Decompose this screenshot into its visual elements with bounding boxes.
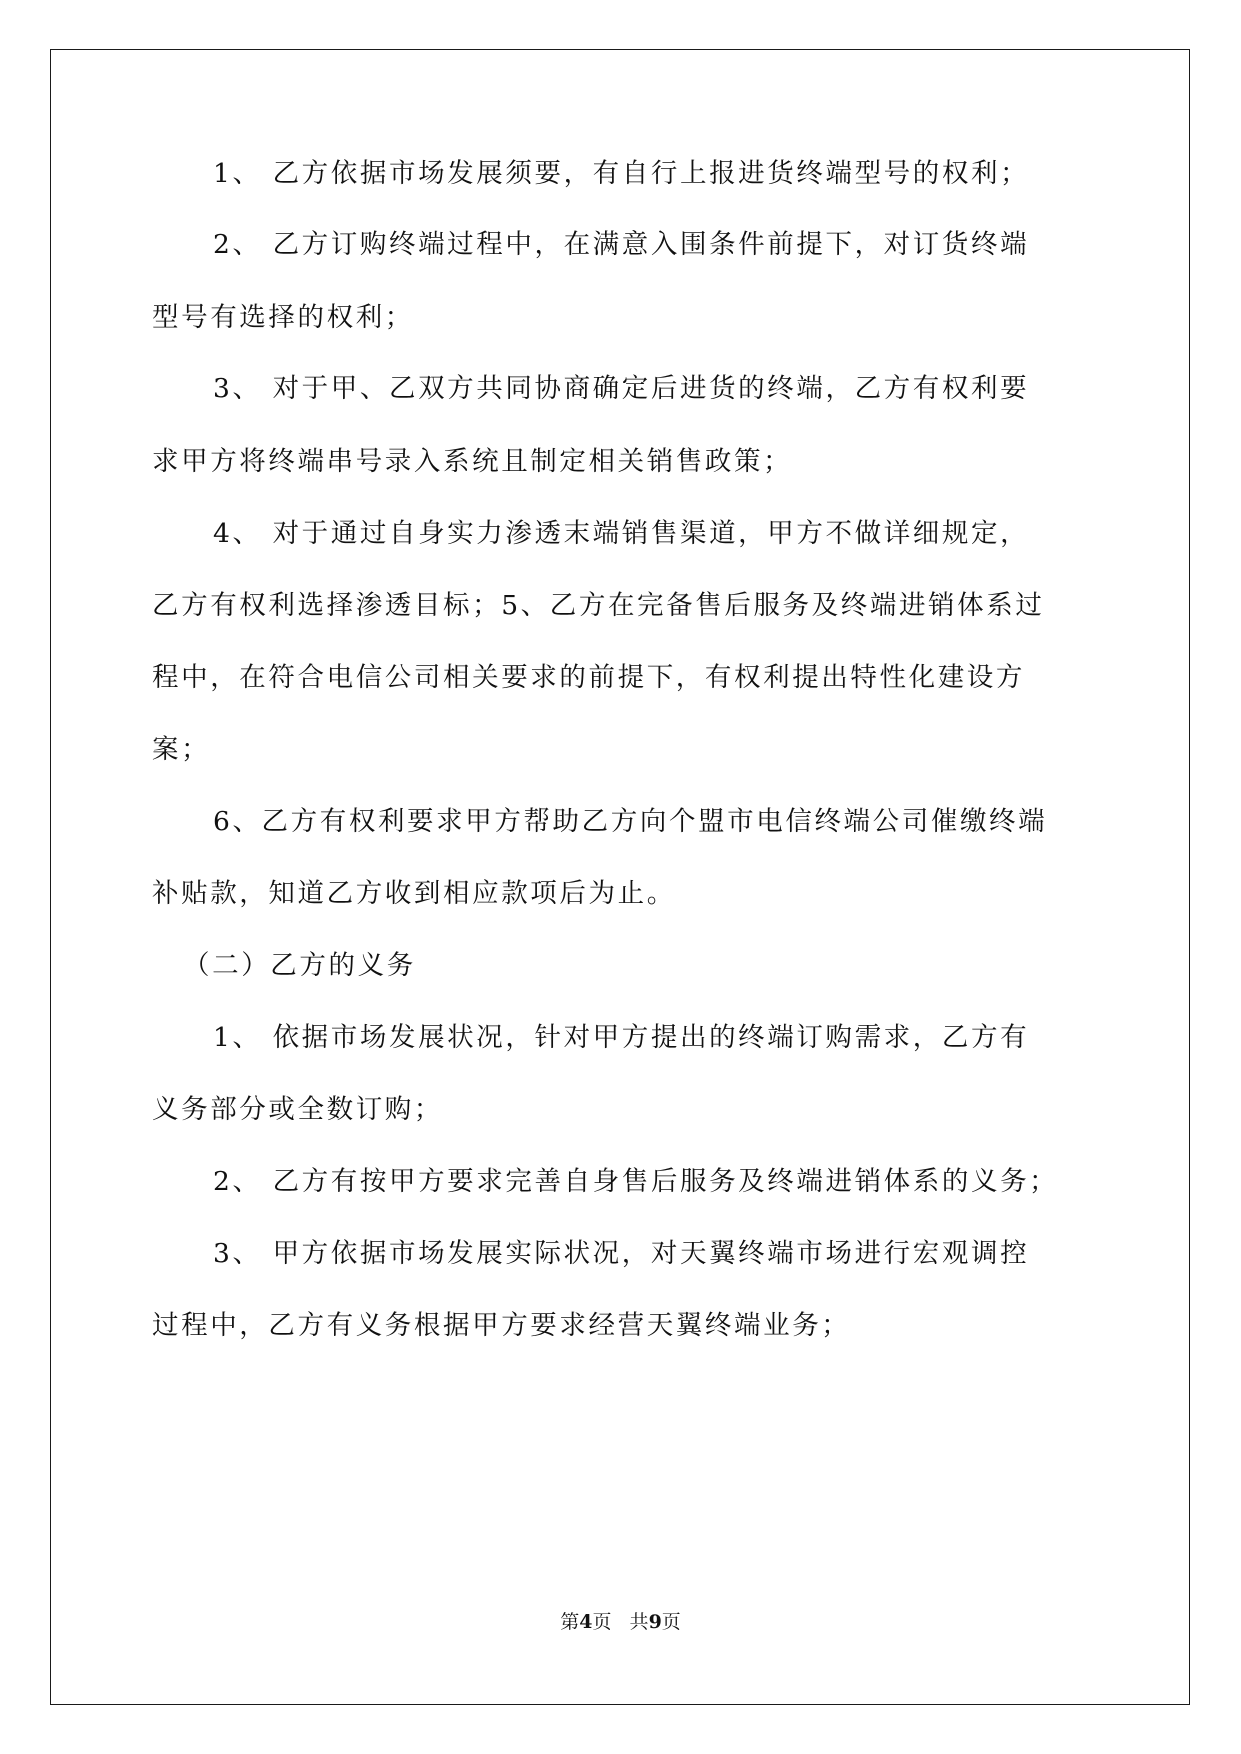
text-line: 1、 乙方依据市场发展须要，有自行上报进货终端型号的权利；: [213, 158, 1030, 189]
footer-prefix: 第: [560, 1611, 580, 1633]
text-line: 补贴款，知道乙方收到相应款项后为止。: [152, 878, 676, 909]
text-line: 型号有选择的权利；: [152, 302, 414, 333]
text-line: 过程中，乙方有义务根据甲方要求经营天翼终端业务；: [152, 1310, 851, 1341]
text-line: 案；: [152, 734, 211, 765]
page-footer: [0, 1609, 1241, 1635]
text-line: 2、 乙方订购终端过程中，在满意入围条件前提下，对订货终端: [213, 229, 1030, 260]
footer-page-label: 页 共: [592, 1611, 649, 1633]
text-line: 4、 对于通过自身实力渗透末端销售渠道，甲方不做详细规定，: [213, 518, 1030, 549]
text-line: 2、 乙方有按甲方要求完善自身售后服务及终端进销体系的义务；: [213, 1166, 1059, 1197]
text-line: 1、 依据市场发展状况，针对甲方提出的终端订购需求，乙方有: [213, 1022, 1030, 1053]
text-line: 3、 甲方依据市场发展实际状况，对天翼终端市场进行宏观调控: [213, 1238, 1030, 1269]
footer-suffix: 页: [661, 1611, 681, 1633]
text-line: 求甲方将终端串号录入系统且制定相关销售政策；: [152, 446, 793, 477]
text-line: 6、乙方有权利要求甲方帮助乙方向个盟市电信终端公司催缴终端: [213, 806, 1048, 837]
text-line: 3、 对于甲、乙双方共同协商确定后进货的终端，乙方有权利要: [213, 373, 1030, 404]
text-line: 程中，在符合电信公司相关要求的前提下，有权利提出特性化建设方: [152, 662, 1025, 693]
text-line: 义务部分或全数订购；: [152, 1094, 443, 1125]
text-line: 乙方有权利选择渗透目标；5、乙方在完备售后服务及终端进销体系过: [152, 590, 1045, 621]
current-page-number: 4: [579, 1611, 593, 1633]
total-pages-number: 9: [648, 1611, 662, 1633]
section-heading: （二）乙方的义务: [183, 950, 416, 981]
